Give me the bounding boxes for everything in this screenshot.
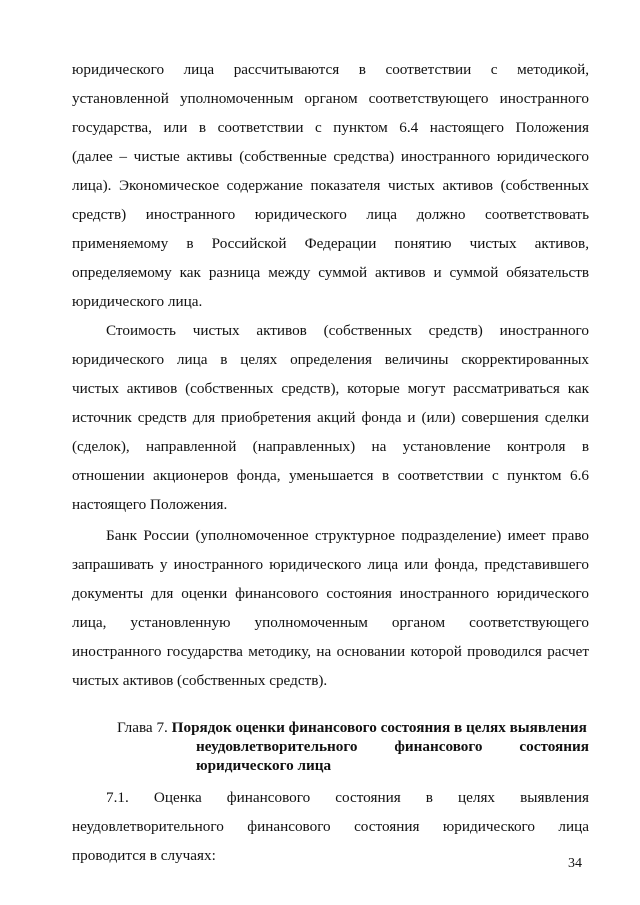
text-line: чистых активов (собственных средств). xyxy=(72,672,328,689)
section-7-1-line: неудовлетворительного финансового состояния юридического лица xyxy=(72,818,589,835)
text-line: определяемому как разница между суммой активов и суммой обязательств xyxy=(72,264,589,281)
text-line: иностранного государства методику, на основании которой проводился расчет xyxy=(72,643,589,660)
text-line: государства, или в соответствии с пунктом 6.4 настоящего Положения xyxy=(72,119,589,136)
chapter-prefix: Глава 7. xyxy=(117,719,168,736)
chapter-title-line3: юридического лица xyxy=(196,757,332,774)
text-line: Стоимость чистых активов (собственных средств) иностранного xyxy=(106,322,589,339)
chapter-title-line2: неудовлетворительного финансового состояния xyxy=(196,738,589,755)
text-line: источник средств для приобретения акций фонда и (или) совершения сделки xyxy=(72,409,589,426)
text-line: документы для оценки финансового состояния иностранного юридического xyxy=(72,585,589,602)
text-line: лица, установленную уполномоченным органом соответствующего xyxy=(72,614,589,631)
text-line: (сделок), направленной (направленных) на установление контроля в xyxy=(72,438,589,455)
text-line: запрашивать у иностранного юридического лица или фонда, представившего xyxy=(72,556,589,573)
chapter-heading xyxy=(117,718,589,738)
text-line: средств) иностранного юридического лица должно соответствовать xyxy=(72,206,589,223)
text-line: установленной уполномоченным органом соответствующего иностранного xyxy=(72,90,589,107)
text-line: юридического лица в целях определения величины скорректированных xyxy=(72,351,589,368)
text-line: применяемому в Российской Федерации понятию чистых активов, xyxy=(72,235,589,252)
text-line: юридического лица рассчитываются в соответствии с методикой, xyxy=(72,61,589,78)
text-line: юридического лица. xyxy=(72,293,203,310)
text-line: отношении акционеров фонда, уменьшается в соответствии с пунктом 6.6 xyxy=(72,467,589,484)
text-line: чистых активов (собственных средств), которые могут рассматриваться как xyxy=(72,380,589,397)
page-number: 34 xyxy=(568,856,582,871)
chapter-title-line1: Порядок оценки финансового состояния в целях выявления xyxy=(171,719,587,736)
text-line: Банк России (уполномоченное структурное подразделение) имеет право xyxy=(106,527,589,544)
text-line: (далее – чистые активы (собственные средства) иностранного юридического xyxy=(72,148,589,165)
section-7-1-line: проводится в случаях: xyxy=(72,847,216,864)
section-7-1-line: 7.1. Оценка финансового состояния в целях выявления xyxy=(106,789,589,806)
text-line: настоящего Положения. xyxy=(72,496,228,513)
text-line: лица). Экономическое содержание показателя чистых активов (собственных xyxy=(72,177,589,194)
